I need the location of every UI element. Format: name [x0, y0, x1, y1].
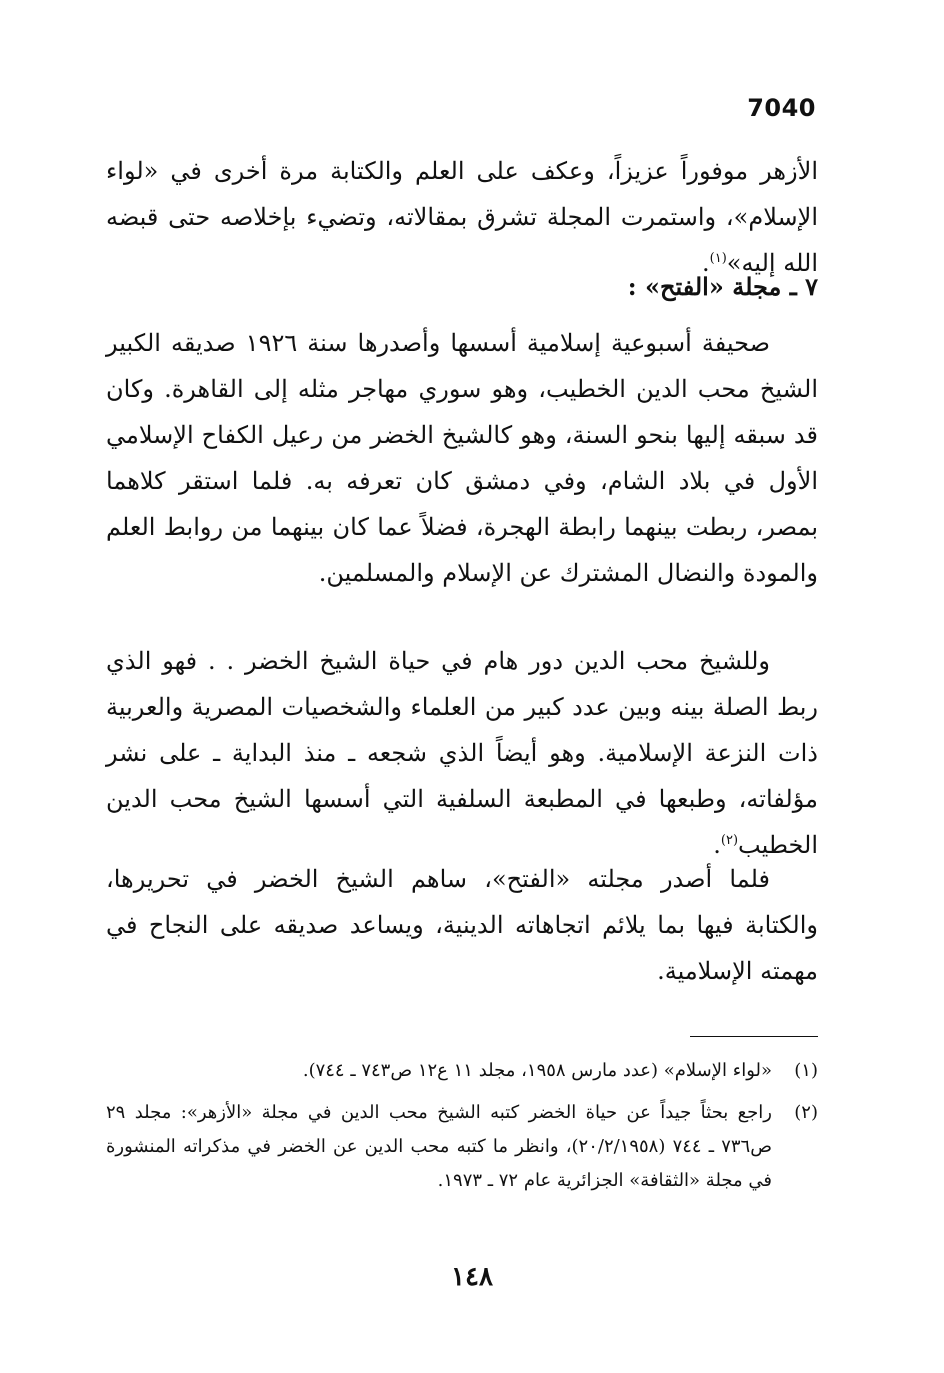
- footnote-ref-2[interactable]: (٢): [720, 833, 739, 848]
- continued-paragraph-end: .: [702, 249, 710, 277]
- section-heading-text: ٧ ـ مجلة «الفتح» :: [627, 272, 818, 301]
- footnote-ref-1[interactable]: (١): [709, 251, 727, 266]
- continued-paragraph-body: الأزهر موفوراً عزيزاً، وعكف على العلم والكتابة مرة أخرى في «لواء الإسلام»، واستمرت المجلة تشرق بمقالاته، وتضيء بإخلاصه حتى قبضه الله إليه»: [106, 157, 818, 277]
- paragraph-2: [106, 638, 818, 868]
- paragraph-2-body: وللشيخ محب الدين دور هام في حياة الشيخ الخضر . . فهو الذي ربط الصلة بينه وبين عدد كبير من العلماء والشخصيات المصرية والعربية ذات النزعة الإسلامية. وهو أيضاً الذي شجعه ـ منذ البداية ـ على نشر مؤلفاته، وطبعها في المطبعة السلفية التي أسسها الشيخ محب الدين الخطيب: [106, 647, 818, 859]
- footnote-2-text: راجع بحثاً جيداً عن حياة الخضر كتبه الشيخ محب الدين في مجلة «الأزهر»: مجلد ٢٩ ص٧٣٦ ـ ٧٤٤ (٢٠/٢/١٩٥٨)، وانظر ما كتبه محب الدين عن الخضر في مذكراته المنشورة في مجلة «الثقافة» الجزائرية عام ٧٢ ـ ١٩٧٣.: [106, 1102, 772, 1191]
- footnote-2-number: (٢): [794, 1102, 818, 1123]
- paragraph-1-text: صحيفة أسبوعية إسلامية أسسها وأصدرها سنة ١٩٢٦ صديقه الكبير الشيخ محب الدين الخطيب، وهو سوري مهاجر مثله إلى القاهرة. وكان قد سبقه إليها بنحو السنة، وهو كالشيخ الخضر من رعيل الكفاح الإسلامي الأول في بلاد الشام، وفي دمشق كان تعرفه به. فلما استقر كلاهما بمصر، ربطت بينهما رابطة الهجرة، فضلاً عما كان بينهما من روابط العلم والمودة والنضال المشترك عن الإسلام والمسلمين.: [106, 329, 818, 587]
- footnote-2: [106, 1096, 818, 1198]
- footnote-divider: [690, 1036, 818, 1037]
- paragraph-1: [106, 320, 818, 596]
- paragraph-2-text: [106, 638, 818, 868]
- footnote-1-number: (١): [794, 1060, 818, 1081]
- footnotes: [106, 1054, 818, 1206]
- paragraph-3: [106, 856, 818, 994]
- footnote-1: [106, 1054, 818, 1088]
- paragraph-3-text: فلما أصدر مجلته «الفتح»، ساهم الشيخ الخضر في تحريرها، والكتابة فيها بما يلائم اتجاهاته الدينية، ويساعد صديقه على النجاح في مهمته الإسلامية.: [106, 865, 818, 985]
- footnote-1-text: «لواء الإسلام» (عدد مارس ١٩٥٨، مجلد ١١ ع١٢ ص٧٤٣ ـ ٧٤٤).: [302, 1060, 772, 1081]
- paragraph-2-end: .: [713, 831, 721, 859]
- section-heading: [106, 264, 818, 310]
- bottom-page-number: ١٤٨: [451, 1262, 493, 1292]
- top-page-number: 7040: [747, 94, 816, 122]
